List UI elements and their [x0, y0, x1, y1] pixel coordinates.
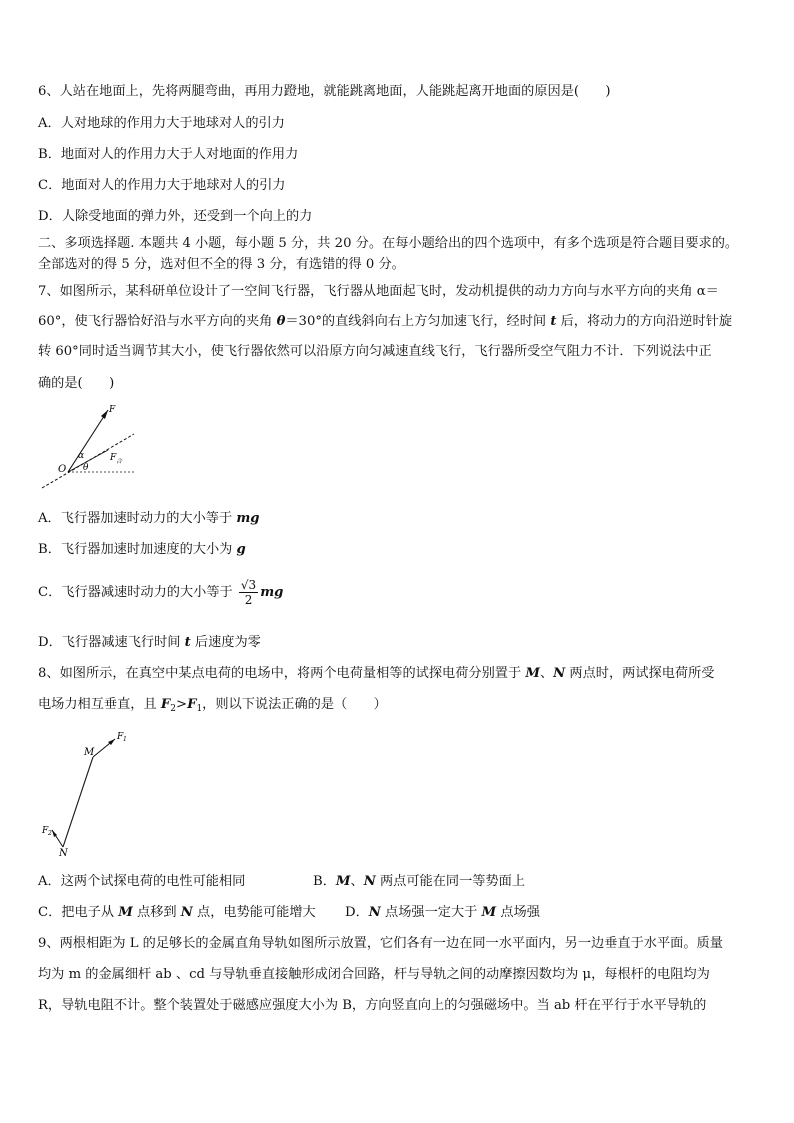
q8-label-f2: F	[42, 826, 49, 836]
q7-label-o: O	[58, 464, 67, 475]
sqrt3-over-2: $\frac{√3}{2}$	[240, 578, 257, 607]
q8-mn-line	[63, 757, 93, 847]
q6-stem: 6、人站在地面上，先将两腿弯曲，再用力蹬地，就能跳离地面，人能跳起离开地面的原因是( )	[38, 84, 611, 99]
q8-option-a: A．这两个试探电荷的电性可能相同	[38, 874, 246, 889]
q8-stem-line1: 8、如图所示，在真空中某点电荷的电场中，将两个电荷量相等的试探电荷分别置于 M、N 两点时，两试探电荷所受	[38, 666, 715, 681]
q8-option-b: B．M、N 两点可能在同一等势面上	[313, 874, 526, 889]
q7-stem-line4: 确的是( )	[38, 376, 115, 391]
q8-label-n: N	[59, 848, 68, 859]
q6-option-d: D．人除受地面的弹力外，还受到一个向上的力	[38, 209, 313, 224]
q8-label-f1-sub: 1	[123, 736, 127, 743]
q7-figure	[38, 400, 148, 492]
q7-label-fhe-sub: 合	[116, 458, 123, 465]
q7-option-d: D．飞行器减速飞行时间 t 后速度为零	[38, 635, 261, 650]
q7-option-c: C．飞行器减速时动力的大小等于 $\frac{√3}{2}$ mg	[38, 578, 284, 607]
q8-label-f2-sub: 2	[48, 830, 52, 837]
q9-stem-line2: 均为 m 的金属细杆 ab 、cd 与导轨垂直接触形成闭合回路，杆与导轨之间的动摩擦因数均为 μ，每根杆的电阻均为	[38, 967, 710, 982]
q8-label-m: M	[84, 747, 95, 758]
q6-option-b: B．地面对人的作用力大于人对地面的作用力	[38, 147, 299, 162]
q8-stem-line2: 电场力相互垂直，且 $F_2>F_1$，则以下说法正确的是（ ）	[38, 697, 387, 714]
q7-option-a: A．飞行器加速时动力的大小等于 mg	[38, 511, 260, 526]
section2-line2: 全部选对的得 5 分，选对但不全的得 3 分，有选错的得 0 分。	[38, 257, 405, 272]
q6-option-a: A．人对地球的作用力大于地球对人的引力	[38, 116, 285, 131]
q7-option-b: B．飞行器加速时加速度的大小为 g	[38, 542, 246, 557]
q9-stem-line3: R，导轨电阻不计。整个装置处于磁感应强度大小为 B，方向竖直向上的匀强磁场中。当 ab 杆在平行于水平导轨的	[38, 998, 707, 1013]
q7-stem-line1: 7、如图所示，某科研单位设计了一空间飞行器，飞行器从地面起飞时，发动机提供的动力方向与水平方向的夹角 α＝	[38, 284, 719, 299]
q7-force-arrow	[101, 410, 108, 419]
q8-option-c: C．把电子从 M 点移到 N 点，电势能可能增大	[38, 905, 316, 920]
q7-label-fhe: F	[110, 453, 117, 463]
q7-stem-line3: 转 60°同时适当调节其大小，使飞行器依然可以沿原方向匀减速直线飞行，飞行器所受空气阻力不计．下列说法中正	[38, 344, 712, 359]
q9-stem-line1: 9、两根相距为 L 的足够长的金属直角导轨如图所示放置，它们各有一边在同一水平面内，另一边垂直于水平面。质量	[38, 936, 723, 951]
q8-label-f1: F	[117, 732, 124, 742]
q8-option-d: D．N 点场强一定大于 M 点场强	[345, 905, 540, 920]
q6-option-c: C．地面对人的作用力大于地球对人的引力	[38, 178, 286, 193]
q7-label-f: F	[109, 405, 116, 415]
q7-label-alpha: α	[78, 451, 85, 461]
q7-stem-line2: 60°，使飞行器恰好沿与水平方向的夹角 θ＝30°的直线斜向右上方匀加速飞行，经时间 t 后，将动力的方向沿逆时针旋	[38, 314, 733, 329]
section2-line1: 二、多项选择题. 本题共 4 小题，每小题 5 分，共 20 分。在每小题给出的四个选项中，有多个选项是符合题目要求的。	[38, 236, 739, 251]
q7-label-theta: θ	[83, 463, 89, 473]
q8-figure	[38, 725, 148, 860]
